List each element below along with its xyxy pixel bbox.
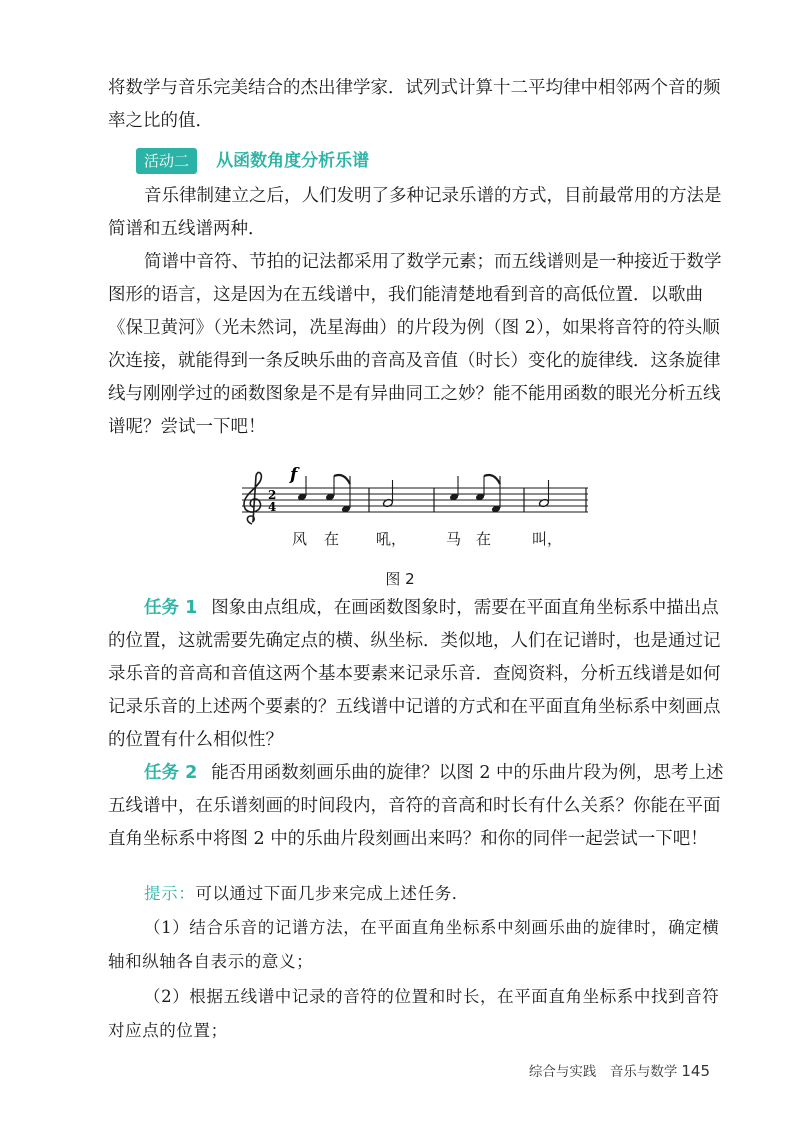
time-signature-bottom: 4 bbox=[268, 500, 277, 514]
staff-lines bbox=[242, 488, 588, 512]
hint-line bbox=[108, 877, 732, 911]
lyric-syllable: 在 bbox=[476, 530, 492, 548]
hint-text: 可以通过下面几步来完成上述任务． bbox=[195, 884, 469, 903]
task1-label: 任务 1 bbox=[144, 598, 198, 618]
time-signature-top: 2 bbox=[268, 488, 277, 502]
dynamic-marking: f bbox=[290, 466, 298, 485]
quarter-note bbox=[297, 476, 307, 501]
paragraph-text: 音乐律制建立之后，人们发明了多种记录乐谱的方式，目前最常用的方法是简谱和五线谱两种． bbox=[108, 186, 722, 239]
paragraph-notation-methods bbox=[108, 180, 732, 246]
paragraph-staff-analysis bbox=[108, 246, 732, 444]
figure-caption: 图 2 bbox=[385, 570, 415, 588]
activity-title: 从函数角度分析乐谱 bbox=[216, 151, 370, 171]
task1-paragraph bbox=[108, 592, 732, 757]
treble-clef-icon bbox=[244, 472, 261, 524]
task1-text: 图象由点组成，在画函数图象时，需要在平面直角坐标系中描出点的位置，这就需要先确定点的横、纵坐标．类似地，人们在记谱时，也是通过记录乐音的音高和音值这两个基本要素来记录乐音．查阅资料，分析五线谱是如何记录乐音的上述两个要素的？五线谱中记谱的方式和在平面直角坐标系中刻画点的位置有什么相似性？ bbox=[108, 598, 721, 750]
lyric-syllable: 在 bbox=[324, 530, 340, 548]
task2-paragraph bbox=[108, 757, 732, 856]
quarter-note bbox=[449, 476, 459, 501]
task2-text: 能否用函数刻画乐曲的旋律？以图 2 中的乐曲片段为例，思考上述五线谱中，在乐谱刻画的时间段内，音符的音高和时长有什么关系？你能在平面直角坐标系中将图 2 中的乐曲片段刻画出来吗？和你的同伴一起尝试一下吧！ bbox=[108, 763, 724, 849]
hint-label: 提示： bbox=[144, 884, 196, 903]
activity-heading bbox=[136, 146, 369, 174]
intro-paragraph bbox=[108, 72, 732, 138]
footer-section: 综合与实践 音乐与数学 bbox=[528, 1064, 678, 1080]
music-staff-figure bbox=[236, 466, 596, 556]
lyric-syllable: 马 bbox=[446, 530, 462, 548]
activity-badge: 活动二 bbox=[136, 148, 197, 174]
page-number: 145 bbox=[681, 1062, 710, 1080]
lyric-syllable: 吼， bbox=[376, 530, 407, 548]
intro-text: 将数学与音乐完美结合的杰出律学家．试列式计算十二平均律中相邻两个音的频率之比的值． bbox=[108, 78, 721, 131]
page-footer bbox=[529, 1060, 710, 1080]
hint-step-text: （2）根据五线谱中记录的音符的位置和时长，在平面直角坐标系中找到音符对应点的位置； bbox=[108, 987, 720, 1040]
hint-step-1 bbox=[108, 911, 732, 979]
hint-step-text: （1）结合乐音的记谱方法，在平面直角坐标系中刻画乐曲的旋律时，确定横轴和纵轴各自表示的意义； bbox=[108, 918, 720, 971]
lyric-syllable: 风 bbox=[292, 530, 308, 548]
lyric-syllable: 叫， bbox=[532, 530, 563, 548]
lyrics bbox=[292, 530, 562, 548]
task2-label: 任务 2 bbox=[144, 763, 198, 783]
paragraph-text: 简谱中音符、节拍的记法都采用了数学元素；而五线谱则是一种接近于数学图形的语言，这是因为在五线谱中，我们能清楚地看到音的高低位置．以歌曲《保卫黄河》（光未然词，冼星海曲）的片段为例（图 2），如果将音符的符头顺次连接，就能得到一条反映乐曲的音高及音值（时长）变化的旋律线．这条旋律线与刚刚学过的函数图象是不是有异曲同工之妙？能不能用函数的眼光分析五线谱呢？尝试一下吧！ bbox=[108, 252, 722, 437]
hint-step-2 bbox=[108, 980, 732, 1048]
